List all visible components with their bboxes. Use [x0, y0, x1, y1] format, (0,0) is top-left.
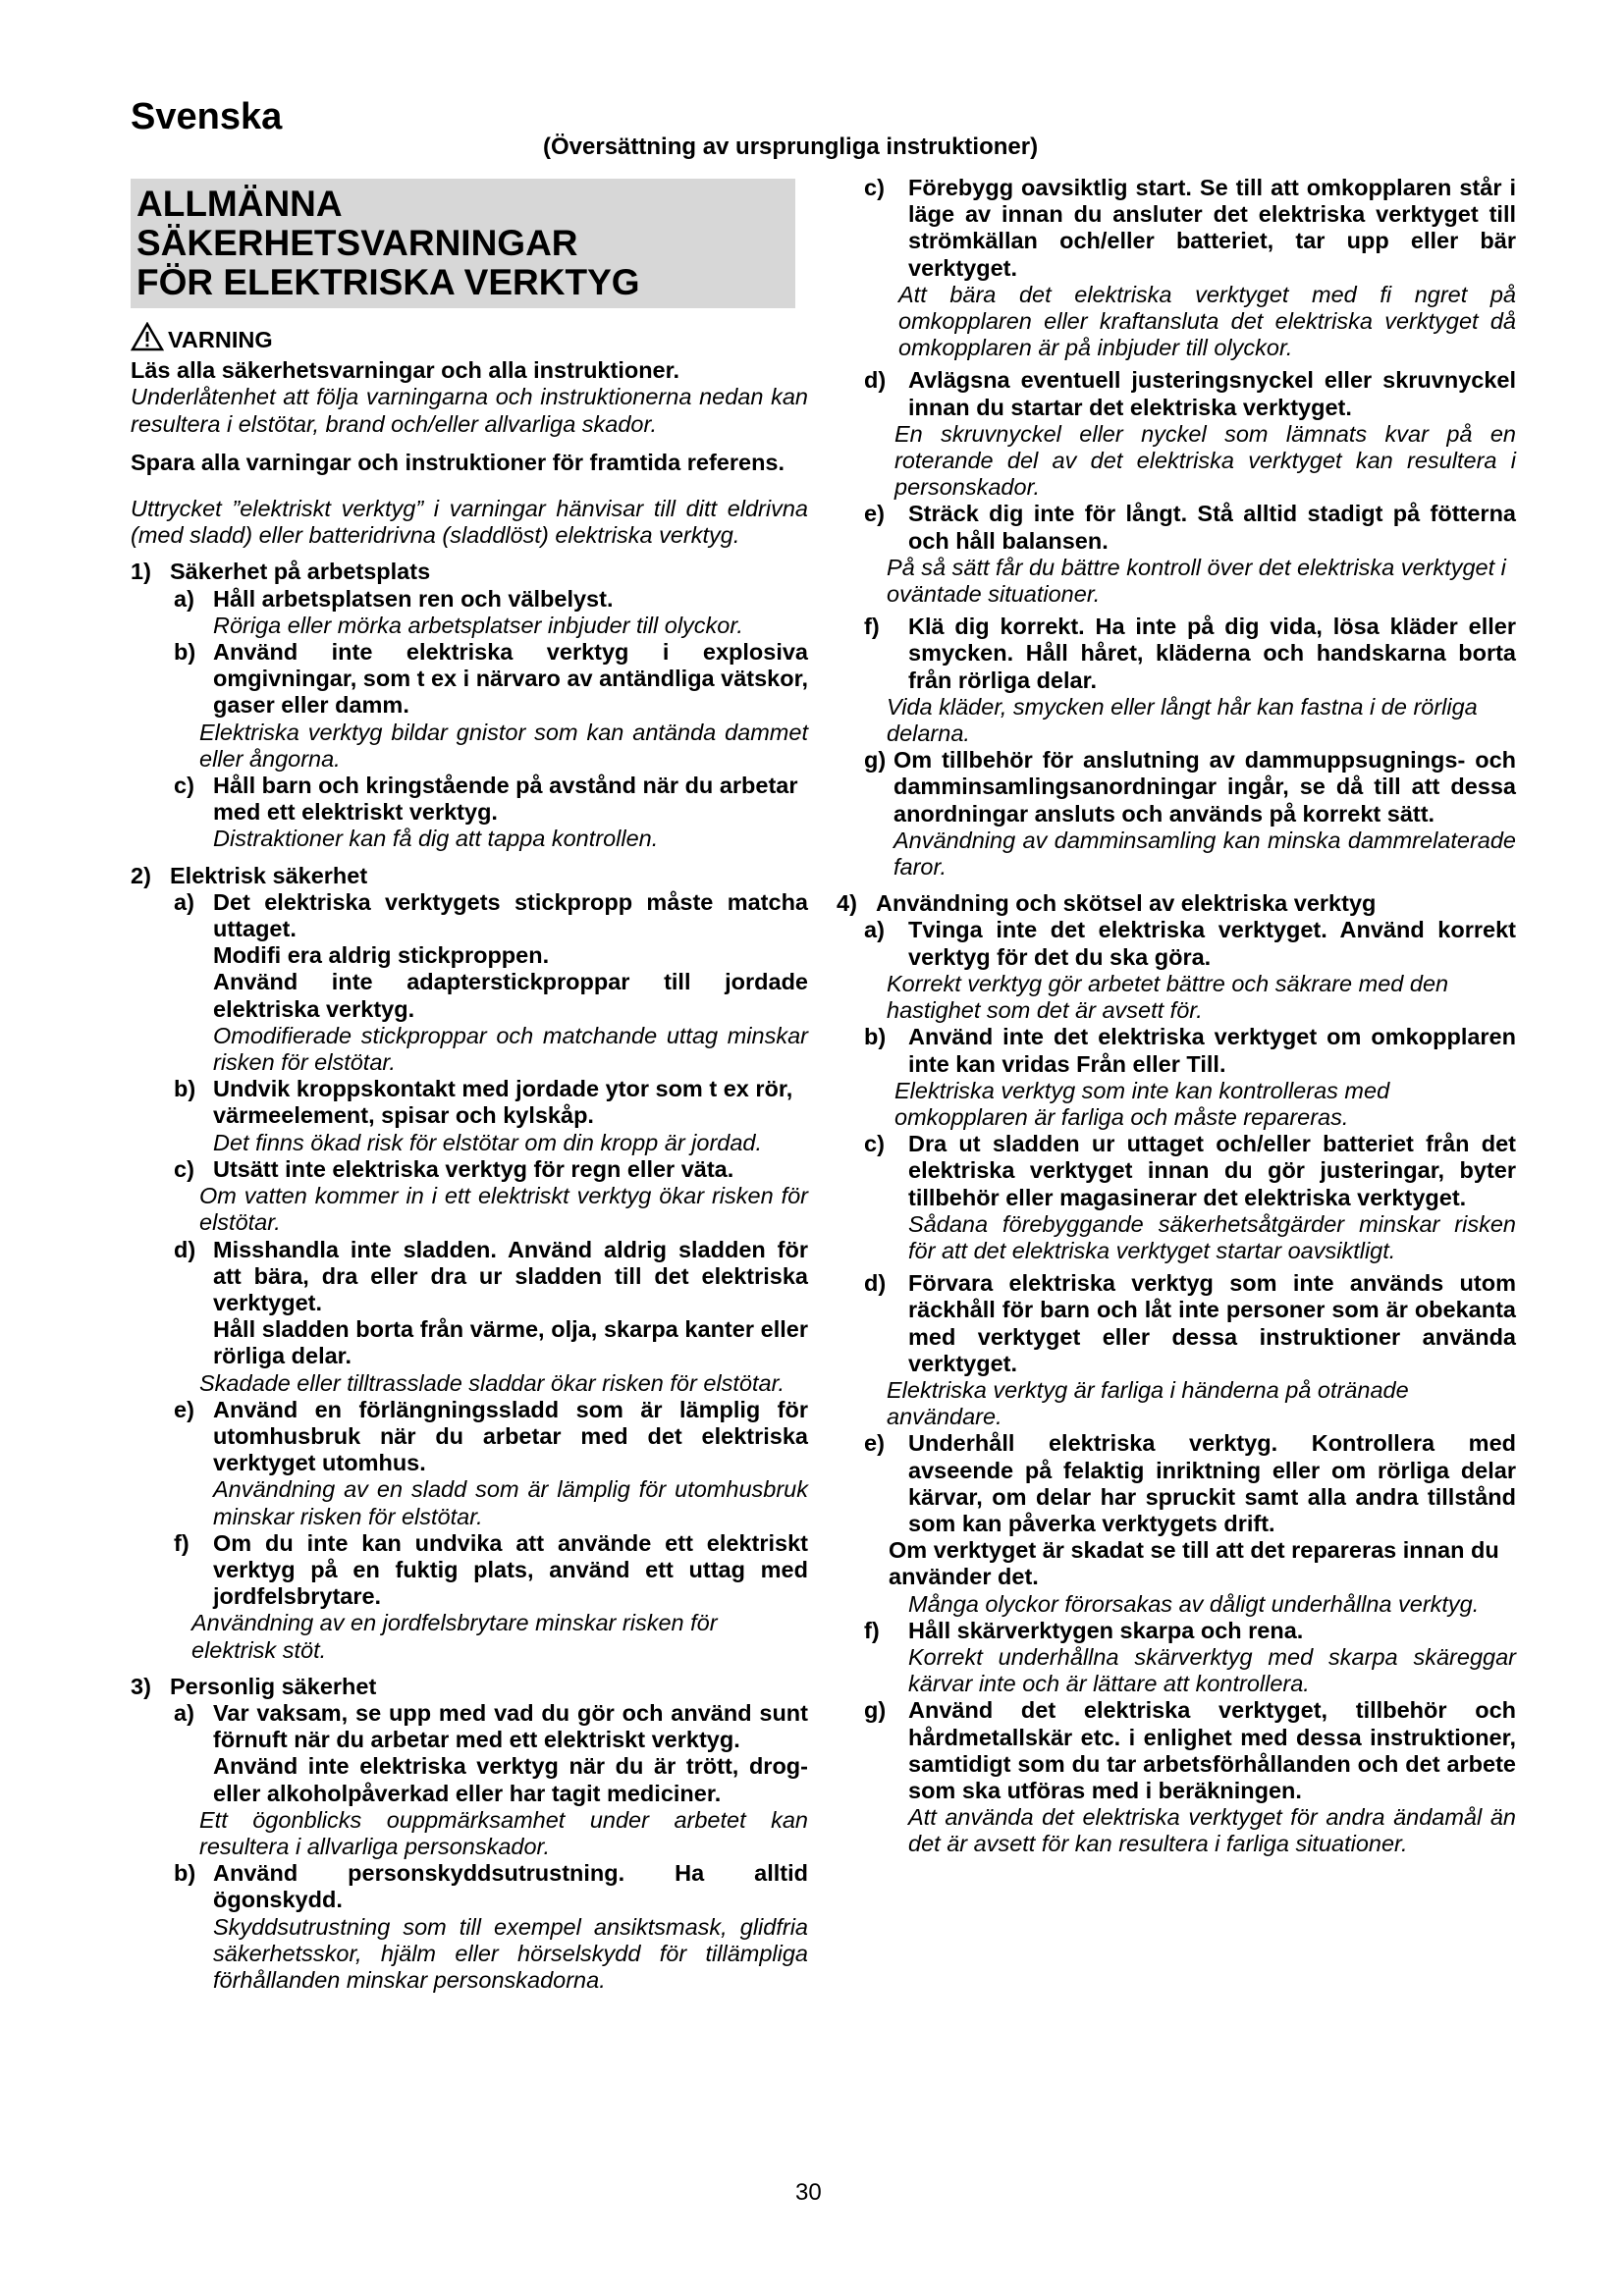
- text-line: c): [174, 1155, 194, 1182]
- list-item: [864, 614, 1516, 747]
- list-item: [131, 889, 808, 1076]
- text-line: Tvinga inte det elektriska verktyget. Använd korrekt verktyg för det du ska göra.: [908, 917, 1516, 970]
- text-line: Att bära det elektriska verktyget med fi ngret på omkopplaren eller kraftansluta det elektriska verktyget då omkopplaren är på inbjuder till olyckor.: [898, 281, 1516, 361]
- text-line: Elektrisk säkerhet: [170, 862, 368, 888]
- save-instructions: Spara alla varningar och instruktioner för framtida referens.: [131, 449, 785, 475]
- text-line: På så sätt får du bättre kontroll över det elektriska verktyget i oväntade situationer.: [887, 554, 1506, 608]
- text-line: Håll sladden borta från värme, olja, skarpa kanter eller rörliga delar.: [213, 1316, 808, 1369]
- text-line: g): [864, 747, 887, 774]
- text-line: Utsätt inte elektriska verktyg för regn eller väta.: [213, 1155, 734, 1182]
- text-line: Vida kläder, smycken eller långt hår kan fastna i de rörliga delarna.: [887, 693, 1478, 747]
- text-line: Använd inte adapterstickproppar till jordade elektriska verktyg.: [213, 969, 808, 1022]
- list-item: [131, 1860, 808, 1994]
- intro-bold: Läs alla säkerhetsvarningar och alla instruktioner.: [131, 357, 680, 384]
- text-line: Säkerhet på arbetsplats: [170, 559, 431, 585]
- text-line: Sådana förebyggande säkerhetsåtgärder minskar risken för att det elektriska verktyget startar oavsiktligt.: [908, 1210, 1516, 1263]
- list-item: [131, 773, 808, 853]
- text-line: Håll barn och kringstående på avstånd när du arbetar med ett elektriskt verktyg.: [213, 773, 798, 826]
- list-item: [864, 917, 1516, 1024]
- text-line: c): [864, 1131, 885, 1157]
- text-line: e): [174, 1396, 194, 1422]
- text-line: Om du inte kan undvika att använde ett elektriskt verktyg på en fuktig plats, använd ett uttag med jordfelsbrytare.: [213, 1529, 808, 1610]
- text-line: Använd inte elektriska verktyg i explosiva omgivningar, som t ex i närvaro av antändliga vätskor, gaser eller damm.: [213, 639, 808, 719]
- text-line: e): [864, 501, 885, 527]
- heading-line-2: FÖR ELEKTRISKA VERKTYG: [136, 262, 640, 302]
- list-item: [131, 1397, 808, 1530]
- list-item: [131, 1237, 808, 1397]
- list-item: [864, 1430, 1516, 1617]
- list-item: [864, 1697, 1516, 1857]
- text-line: d): [174, 1236, 196, 1262]
- text-line: Förvara elektriska verktyg som inte används utom räckhåll för barn och låt inte personer som är obekanta med verktyget eller dessa instruktioner använda verktyget.: [908, 1270, 1516, 1376]
- list-item: [131, 586, 808, 639]
- section-3-title: [131, 1674, 808, 1700]
- list-item: [864, 1131, 1516, 1264]
- text-line: a): [174, 888, 194, 915]
- section-heading: [131, 179, 795, 308]
- list-item: [131, 1530, 808, 1664]
- text-line: d): [864, 1270, 887, 1297]
- warning-row: [131, 322, 808, 357]
- term-definition: Uttrycket ”elektriskt verktyg” i varningar hänvisar till ditt eldrivna (med sladd) eller batteridrivna (sladdlöst) elektriska verktyg.: [131, 496, 808, 549]
- text-line: Användning och skötsel av elektriska verktyg: [876, 890, 1377, 917]
- list-item: [131, 1076, 808, 1156]
- text-line: a): [174, 585, 194, 612]
- text-line: Var vaksam, se upp med vad du gör och använd sunt förnuft när du arbetar med ett elektriskt verktyg.: [213, 1699, 808, 1753]
- text-line: a): [174, 1699, 194, 1726]
- text-line: Distraktioner kan få dig att tappa kontrollen.: [213, 826, 659, 852]
- text-line: c): [864, 175, 885, 200]
- text-line: Avlägsna eventuell justeringsnyckel eller skruvnyckel innan du startar det elektriska verktyget.: [908, 367, 1516, 420]
- list-item: [864, 367, 1516, 501]
- text-line: Modifi era aldrig stickproppen.: [213, 942, 550, 969]
- text-line: Om vatten kommer in i ett elektriskt verktyg ökar risken för elstötar.: [199, 1183, 808, 1236]
- text-line: Klä dig korrekt. Ha inte på dig vida, lösa kläder eller smycken. Håll håret, kläderna och handskarna borta från rörliga delar.: [908, 614, 1516, 693]
- text-line: Personlig säkerhet: [170, 1673, 377, 1699]
- text-line: f): [864, 1617, 880, 1643]
- text-line: a): [864, 917, 885, 943]
- text-line: Användning av en jordfelsbrytare minskar risken för elektrisk stöt.: [191, 1610, 718, 1663]
- text-line: Ett ögonblicks ouppmärksamhet under arbetet kan resultera i allvarliga personskador.: [199, 1806, 808, 1859]
- text-line: 4): [837, 890, 857, 917]
- left-column: [131, 179, 808, 1994]
- text-line: Använd en förlängningssladd som är lämplig för utomhusbruk när du arbetar med det elektriska verktyget utomhus.: [213, 1396, 808, 1476]
- text-line: c): [174, 773, 194, 799]
- text-line: Skadade eller tilltrasslade sladdar ökar risken för elstötar.: [199, 1369, 785, 1396]
- text-line: Det elektriska verktygets stickpropp måste matcha uttaget.: [213, 888, 808, 942]
- text-line: Skyddsutrustning som till exempel ansiktsmask, glidfria säkerhetsskor, hjälm eller hörselskydd för tillämpliga förhållanden minskar personskadorna.: [213, 1913, 808, 1993]
- text-line: Elektriska verktyg bildar gnistor som kan antända dammet eller ångorna.: [199, 719, 808, 772]
- text-line: f): [864, 614, 880, 640]
- list-item: [864, 1270, 1516, 1430]
- text-line: En skruvnyckel eller nyckel som lämnats kvar på en roterande del av det elektriska verktyget kan resultera i personskador.: [894, 420, 1516, 501]
- text-line: d): [864, 367, 887, 394]
- text-line: Förebygg oavsiktlig start. Se till att omkopplaren står i läge av innan du ansluter det elektriska verktyget till strömkällan och/eller batteriet, tar upp eller bär verktyget.: [908, 175, 1516, 281]
- text-line: Många olyckor förorsakas av dåligt underhållna verktyg.: [908, 1590, 1480, 1617]
- text-line: 2): [131, 862, 151, 888]
- text-line: g): [864, 1697, 887, 1724]
- language-title: Svenska: [131, 96, 283, 137]
- text-line: Elektriska verktyg är farliga i händerna på otränade användare.: [887, 1376, 1409, 1430]
- text-line: Korrekt verktyg gör arbetet bättre och säkrare med den hastighet som det är avsett för.: [887, 970, 1449, 1024]
- text-line: b): [174, 1860, 196, 1887]
- text-line: Användning av damminsamling kan minska dammrelaterade faror.: [893, 827, 1516, 881]
- text-line: Elektriska verktyg som inte kan kontrolleras med omkopplaren är farliga och måste repareras.: [894, 1077, 1390, 1130]
- section-2-title: [131, 863, 808, 889]
- text-line: Dra ut sladden ur uttaget och/eller batteriet från det elektriska verktyget innan du gör justeringar, byter tillbehör eller magasinerar det elektriska verktyget.: [908, 1131, 1516, 1210]
- text-line: Korrekt underhållna skärverktyg med skarpa skäreggar kärvar inte och är lättare att kontrollera.: [908, 1643, 1516, 1697]
- translation-note: (Översättning av ursprungliga instruktioner): [543, 133, 1039, 160]
- text-line: Det finns ökad risk för elstötar om din kropp är jordad.: [213, 1129, 763, 1155]
- text-line: Att använda det elektriska verktyget för andra ändamål än det är avsett för kan resultera i farliga situationer.: [908, 1804, 1516, 1857]
- text-line: b): [864, 1024, 887, 1050]
- text-line: Använd inte det elektriska verktyget om omkopplaren inte kan vridas Från eller Till.: [908, 1024, 1516, 1077]
- text-line: Håll arbetsplatsen ren och välbelyst.: [213, 585, 614, 612]
- text-line: 3): [131, 1673, 151, 1699]
- intro-italic: Underlåtenhet att följa varningarna och instruktionerna nedan kan resultera i elstötar, brand och/eller allvarliga skador.: [131, 384, 808, 437]
- text-line: Underhåll elektriska verktyg. Kontrollera med avseende på felaktig inriktning eller om rörliga delar kärvar, om delar har spruckit samt alla andra tillstånd som kan påverka verktygets drift.: [908, 1430, 1516, 1536]
- list-item: [131, 639, 808, 773]
- list-item: [131, 1700, 808, 1860]
- text-line: Använd det elektriska verktyget, tillbehör och hårdmetallskär etc. i enlighet med dessa instruktioner, samtidigt som du tar arbetsförhållanden och det arbete som ska utföras med i beräkningen.: [908, 1697, 1516, 1803]
- text-line: Håll skärverktygen skarpa och rena.: [908, 1617, 1304, 1643]
- text-line: Undvik kroppskontakt med jordade ytor som t ex rör, värmeelement, spisar och kylskåp.: [213, 1076, 793, 1129]
- text-line: b): [174, 639, 196, 666]
- text-line: Röriga eller mörka arbetsplatser inbjuder till olyckor.: [213, 612, 743, 638]
- section-4-title: [837, 890, 1516, 917]
- list-item: [864, 175, 1516, 361]
- text-line: b): [174, 1076, 196, 1102]
- text-line: Användning av en sladd som är lämplig för utomhusbruk minskar risken för elstötar.: [213, 1476, 808, 1529]
- text-line: f): [174, 1529, 189, 1556]
- text-line: Omodifierade stickproppar och matchande uttag minskar risken för elstötar.: [213, 1022, 808, 1076]
- text-line: Använd inte elektriska verktyg när du är trött, drog- eller alkoholpåverkad eller har tagit mediciner.: [213, 1753, 808, 1806]
- text-line: 1): [131, 559, 151, 585]
- text-line: Om tillbehör för anslutning av dammuppsugnings- och damminsamlingsanordningar ingår, se då till att dessa anordningar ansluts och används på korrekt sätt.: [893, 747, 1516, 827]
- heading-line-1: ALLMÄNNA SÄKERHETSVARNINGAR: [136, 184, 578, 263]
- section-1-title: [131, 559, 808, 585]
- page-number: 30: [795, 2179, 822, 2206]
- text-line: Om verktyget är skadat se till att det repareras innan du använder det.: [889, 1537, 1499, 1590]
- list-item: [864, 501, 1516, 608]
- text-line: Använd personskyddsutrustning. Ha alltid ögonskydd.: [213, 1860, 808, 1913]
- warning-triangle-icon: [131, 322, 164, 357]
- text-line: e): [864, 1430, 885, 1457]
- list-item: [864, 1618, 1516, 1698]
- text-line: Sträck dig inte för långt. Stå alltid stadigt på fötterna och håll balansen.: [908, 501, 1516, 554]
- list-item: [864, 747, 1516, 881]
- text-line: Misshandla inte sladden. Använd aldrig sladden för att bära, dra eller dra ur sladden till det elektriska verktyget.: [213, 1236, 808, 1315]
- list-item: [864, 1024, 1516, 1131]
- warning-label: VARNING: [168, 326, 273, 352]
- right-column: [837, 175, 1516, 1858]
- list-item: [131, 1156, 808, 1237]
